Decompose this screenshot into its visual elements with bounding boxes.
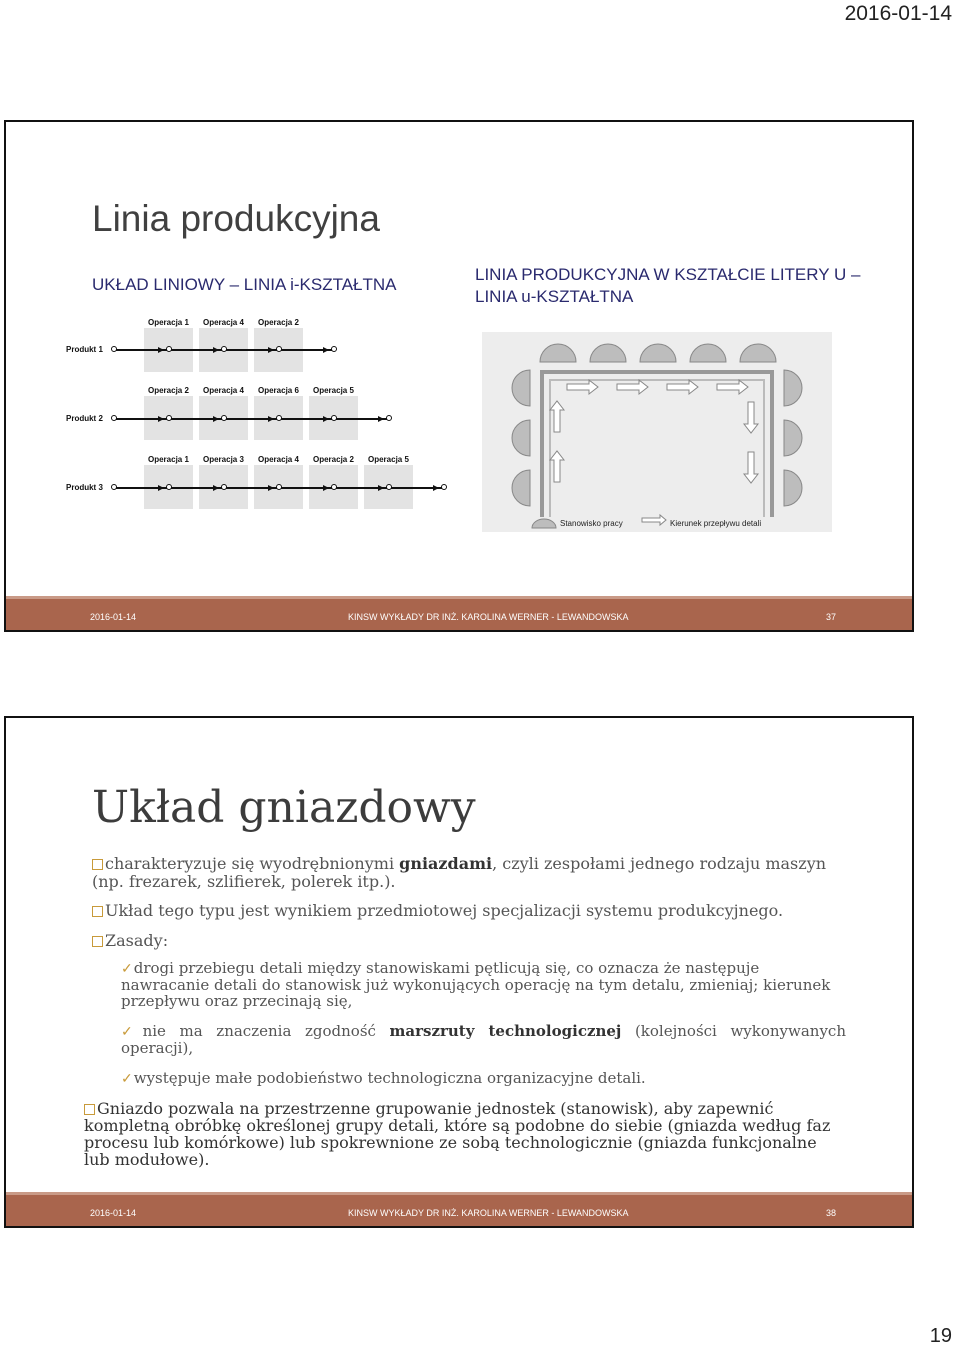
slide-title: Układ gniazdowy: [92, 782, 476, 833]
arrow-icon: [268, 485, 274, 491]
flow-node: [386, 484, 392, 490]
arrow-icon: [268, 416, 274, 422]
footer-slide-number: 37: [826, 612, 837, 622]
flow-node: [276, 346, 282, 352]
flow-node: [111, 415, 117, 421]
flow-node: [111, 346, 117, 352]
footer-author: KINSW WYKŁADY DR INŻ. KAROLINA WERNER - LEWANDOWSKA: [348, 612, 629, 622]
flow-node: [331, 346, 337, 352]
arrow-icon: [158, 347, 164, 353]
square-bullet-icon: [84, 1104, 95, 1115]
flow-node: [221, 415, 227, 421]
arrow-icon: [378, 416, 384, 422]
operation-label: Operacja 3: [203, 455, 244, 464]
flow-line: [114, 418, 391, 420]
check-item-routing: ✓nie ma znaczenia zgodność marszruty technologicznej (kolejności wykonywanych operacji),: [121, 1022, 846, 1057]
linear-line-diagram: [56, 312, 456, 512]
flow-node: [331, 415, 337, 421]
arrow-icon: [213, 485, 219, 491]
arrow-icon: [323, 485, 329, 491]
flow-node: [331, 484, 337, 490]
bullet-specialization: Układ tego typu jest wynikiem przedmiotowej specjalizacji systemu produkcyjnego.: [92, 902, 852, 919]
operation-label: Operacja 4: [203, 386, 244, 395]
operation-label: Operacja 4: [203, 318, 244, 327]
legend-direction: Kierunek przepływu detali: [670, 519, 762, 528]
flow-node: [221, 346, 227, 352]
bullet-cell-grouping: Gniazdo pozwala na przestrzenne grupowanie jednostek (stanowisk), aby zapewnić kompletną obróbkę określonej grupy detali, które są podobne do siebie (gniazda według faz procesu lub komórkowe) lub spokrewnione ze sobą technologicznie (gniazda funkcjonalne lub modułowe).: [84, 1099, 831, 1169]
operation-label: Operacja 2: [148, 386, 189, 395]
checkmark-icon: ✓: [121, 961, 133, 977]
checkmark-icon: ✓: [121, 1024, 142, 1040]
arrow-icon: [323, 416, 329, 422]
check-item-paths: ✓drogi przebiegu detali między stanowiskami pętlicują się, co oznacza że następuje nawracanie detali do stanowisk już wykonujących operację na tym detalu, zmieniaj; kierunek przepływu oraz przecinają się,: [121, 959, 831, 1010]
arrow-icon: [158, 485, 164, 491]
u-line-drawing: [482, 332, 832, 532]
operation-label: Operacja 6: [258, 386, 299, 395]
slide-37: [4, 120, 914, 632]
flow-node: [111, 484, 117, 490]
footer-date: 2016-01-14: [90, 1208, 137, 1218]
flow-node: [386, 415, 392, 421]
u-shaped-line-diagram: [482, 332, 832, 532]
operation-label: Operacja 1: [148, 455, 189, 464]
slide-title: Linia produkcyjna: [92, 198, 380, 239]
footer-slide-number: 38: [826, 1208, 837, 1218]
slide-footer: [6, 596, 912, 630]
square-bullet-icon: [92, 859, 103, 870]
page-date: 2016-01-14: [844, 2, 952, 25]
arrow-icon: [268, 347, 274, 353]
page-number: 19: [929, 1325, 952, 1347]
arrow-icon: [213, 347, 219, 353]
operation-label: Operacja 1: [148, 318, 189, 327]
operation-label: Operacja 2: [258, 318, 299, 327]
operation-label: Operacja 4: [258, 455, 299, 464]
square-bullet-icon: [92, 936, 103, 947]
flow-node: [166, 346, 172, 352]
check-item-similarity: ✓występuje małe podobieństwo technologiczna organizacyjne detali.: [121, 1069, 646, 1087]
slide-38: [4, 716, 914, 1228]
right-heading: LINIA PRODUKCYJNA W KSZTAŁCIE LITERY U – LINIA u-KSZTAŁTNA: [475, 265, 861, 306]
product-label: Produkt 1: [66, 345, 103, 354]
product-label: Produkt 2: [66, 414, 103, 423]
arrow-icon: [323, 347, 329, 353]
footer-author: KINSW WYKŁADY DR INŻ. KAROLINA WERNER - LEWANDOWSKA: [348, 1208, 629, 1218]
arrow-icon: [158, 416, 164, 422]
flow-node: [166, 484, 172, 490]
slide-footer: [6, 1192, 912, 1226]
operation-label: Operacja 5: [313, 386, 354, 395]
left-heading: UKŁAD LINIOWY – LINIA i-KSZTAŁTNA: [92, 275, 397, 294]
checkmark-icon: ✓: [121, 1071, 133, 1087]
flow-node: [276, 484, 282, 490]
flow-node: [166, 415, 172, 421]
arrow-icon: [433, 485, 439, 491]
legend-station: Stanowisko pracy: [560, 519, 623, 528]
operation-label: Operacja 2: [313, 455, 354, 464]
operation-label: Operacja 5: [368, 455, 409, 464]
bullet-rules: Zasady:: [92, 932, 852, 949]
flow-node: [276, 415, 282, 421]
arrow-icon: [378, 485, 384, 491]
square-bullet-icon: [92, 906, 103, 917]
flow-node: [221, 484, 227, 490]
bullet-cells: charakteryzuje się wyodrębnionymi gniazdami, czyli zespołami jednego rodzaju maszyn (np. frezarek, szlifierek, polerek itp.).: [92, 854, 827, 891]
arrow-icon: [213, 416, 219, 422]
flow-node: [441, 484, 447, 490]
footer-date: 2016-01-14: [90, 612, 137, 622]
product-label: Produkt 3: [66, 483, 103, 492]
